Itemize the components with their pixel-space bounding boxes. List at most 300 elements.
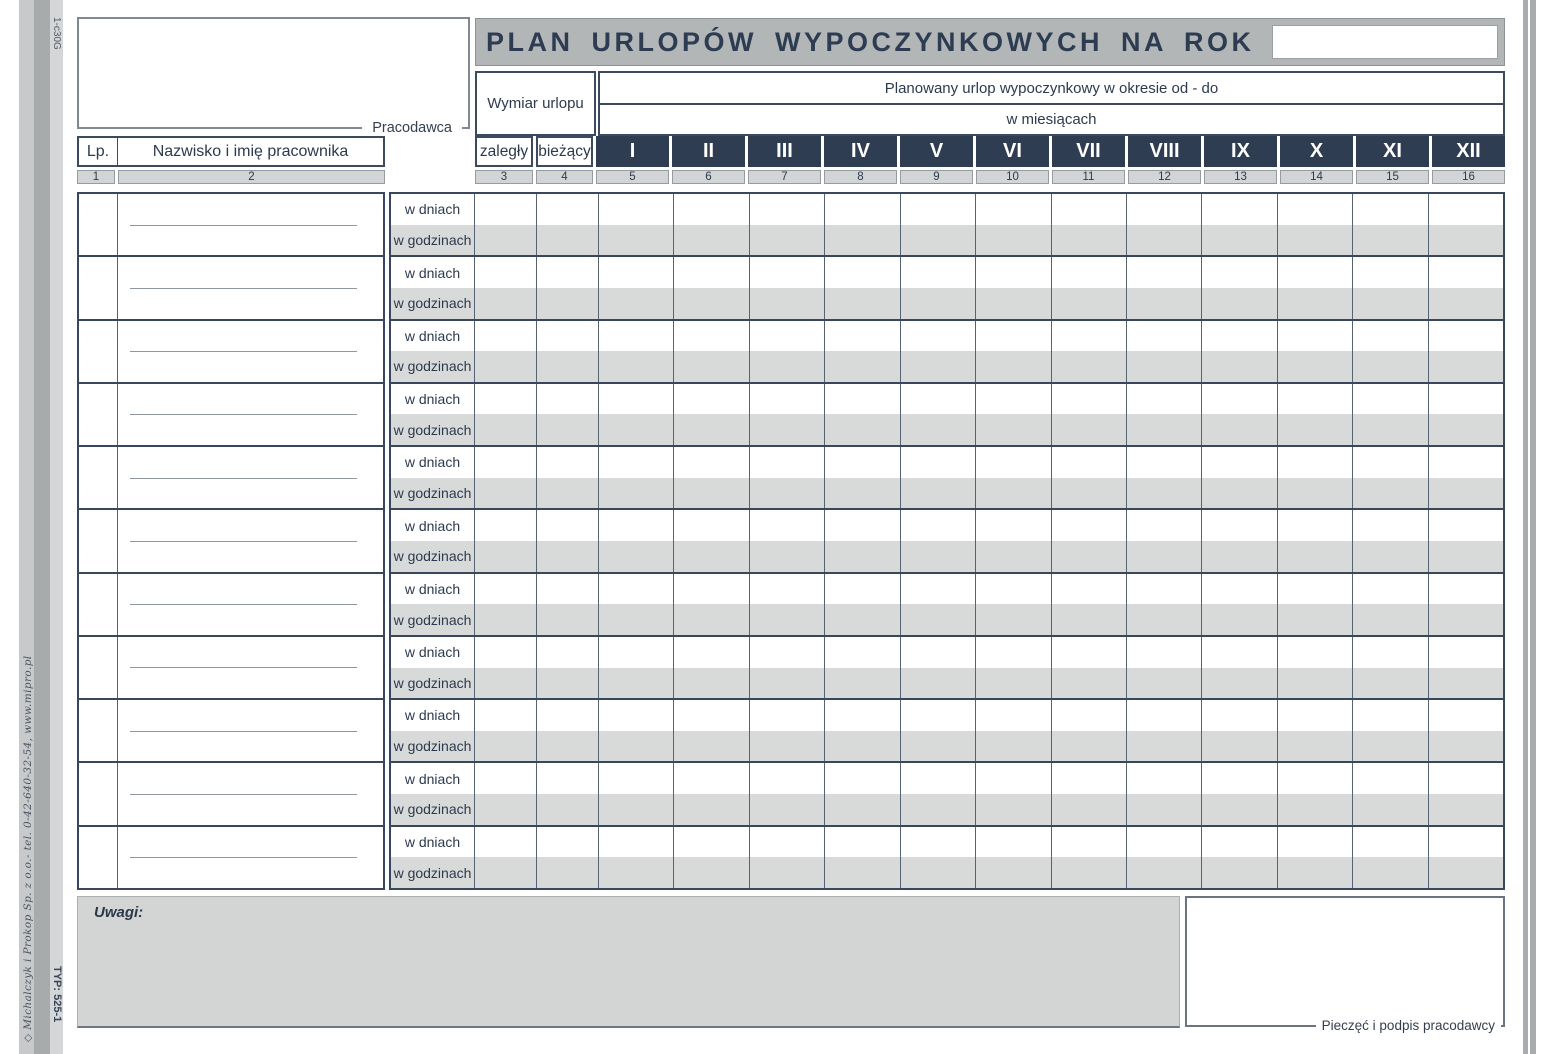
data-cell-month-III[interactable] xyxy=(750,288,825,319)
data-cell-current[interactable] xyxy=(537,794,599,825)
data-cell-month-X[interactable] xyxy=(1278,668,1353,699)
lp-cell[interactable] xyxy=(79,384,118,445)
data-cell-month-III[interactable] xyxy=(750,384,825,415)
data-cell-month-VII[interactable] xyxy=(1052,447,1127,478)
data-cell-month-VIII[interactable] xyxy=(1127,194,1202,225)
employee-name-cell[interactable] xyxy=(118,447,383,508)
lp-cell[interactable] xyxy=(79,510,118,571)
employee-name-cell[interactable] xyxy=(118,700,383,761)
data-cell-month-V[interactable] xyxy=(901,604,976,635)
data-cell-month-XII[interactable] xyxy=(1429,637,1503,668)
data-cell-current[interactable] xyxy=(537,288,599,319)
data-cell-month-IV[interactable] xyxy=(825,225,900,256)
data-cell-month-IV[interactable] xyxy=(825,700,900,731)
data-cell-month-VII[interactable] xyxy=(1052,321,1127,352)
stamp-signature-field[interactable] xyxy=(1185,896,1505,1033)
lp-cell[interactable] xyxy=(79,447,118,508)
data-cell-month-II[interactable] xyxy=(674,194,749,225)
data-cell-month-VII[interactable] xyxy=(1052,384,1127,415)
data-cell-month-X[interactable] xyxy=(1278,731,1353,762)
data-cell-month-XII[interactable] xyxy=(1429,510,1503,541)
data-cell-month-VI[interactable] xyxy=(976,510,1051,541)
data-cell-month-XI[interactable] xyxy=(1353,225,1428,256)
data-cell-month-XI[interactable] xyxy=(1353,257,1428,288)
data-cell-current[interactable] xyxy=(537,574,599,605)
data-cell-month-II[interactable] xyxy=(674,827,749,858)
data-cell-month-VII[interactable] xyxy=(1052,827,1127,858)
data-cell-month-II[interactable] xyxy=(674,288,749,319)
data-cell-month-V[interactable] xyxy=(901,574,976,605)
data-cell-month-XI[interactable] xyxy=(1353,604,1428,635)
data-cell-month-XII[interactable] xyxy=(1429,763,1503,794)
data-cell-overdue[interactable] xyxy=(475,194,537,225)
data-cell-month-XI[interactable] xyxy=(1353,447,1428,478)
data-cell-month-XI[interactable] xyxy=(1353,731,1428,762)
data-cell-overdue[interactable] xyxy=(475,384,537,415)
data-cell-month-III[interactable] xyxy=(750,194,825,225)
data-cell-month-VIII[interactable] xyxy=(1127,225,1202,256)
data-cell-month-IV[interactable] xyxy=(825,510,900,541)
data-cell-month-I[interactable] xyxy=(599,321,674,352)
data-cell-month-XI[interactable] xyxy=(1353,351,1428,382)
data-cell-month-V[interactable] xyxy=(901,478,976,509)
data-cell-month-II[interactable] xyxy=(674,604,749,635)
data-cell-month-II[interactable] xyxy=(674,414,749,445)
data-cell-month-V[interactable] xyxy=(901,447,976,478)
data-cell-month-IV[interactable] xyxy=(825,288,900,319)
data-cell-month-X[interactable] xyxy=(1278,384,1353,415)
data-cell-month-IV[interactable] xyxy=(825,794,900,825)
data-cell-month-VIII[interactable] xyxy=(1127,321,1202,352)
employee-name-cell[interactable] xyxy=(118,384,383,445)
data-cell-month-IX[interactable] xyxy=(1202,194,1277,225)
data-cell-current[interactable] xyxy=(537,637,599,668)
data-cell-month-II[interactable] xyxy=(674,794,749,825)
data-cell-month-VIII[interactable] xyxy=(1127,351,1202,382)
data-cell-month-III[interactable] xyxy=(750,574,825,605)
data-cell-month-VI[interactable] xyxy=(976,574,1051,605)
data-cell-month-VI[interactable] xyxy=(976,351,1051,382)
data-cell-month-X[interactable] xyxy=(1278,321,1353,352)
data-cell-month-XII[interactable] xyxy=(1429,857,1503,888)
data-cell-month-II[interactable] xyxy=(674,321,749,352)
data-cell-month-VI[interactable] xyxy=(976,763,1051,794)
data-cell-month-VII[interactable] xyxy=(1052,574,1127,605)
data-cell-month-IV[interactable] xyxy=(825,731,900,762)
data-cell-month-III[interactable] xyxy=(750,827,825,858)
data-cell-month-VI[interactable] xyxy=(976,194,1051,225)
data-cell-month-XI[interactable] xyxy=(1353,668,1428,699)
data-cell-month-II[interactable] xyxy=(674,257,749,288)
data-cell-month-VI[interactable] xyxy=(976,604,1051,635)
data-cell-month-V[interactable] xyxy=(901,541,976,572)
data-cell-month-VII[interactable] xyxy=(1052,668,1127,699)
data-cell-month-II[interactable] xyxy=(674,384,749,415)
data-cell-month-I[interactable] xyxy=(599,414,674,445)
data-cell-month-IX[interactable] xyxy=(1202,668,1277,699)
data-cell-month-XI[interactable] xyxy=(1353,510,1428,541)
data-cell-overdue[interactable] xyxy=(475,447,537,478)
data-cell-month-IX[interactable] xyxy=(1202,604,1277,635)
data-cell-month-I[interactable] xyxy=(599,384,674,415)
data-cell-month-X[interactable] xyxy=(1278,225,1353,256)
data-cell-month-VII[interactable] xyxy=(1052,700,1127,731)
data-cell-month-V[interactable] xyxy=(901,194,976,225)
data-cell-overdue[interactable] xyxy=(475,700,537,731)
data-cell-month-IX[interactable] xyxy=(1202,541,1277,572)
data-cell-overdue[interactable] xyxy=(475,731,537,762)
data-cell-month-X[interactable] xyxy=(1278,541,1353,572)
data-cell-month-IX[interactable] xyxy=(1202,731,1277,762)
data-cell-current[interactable] xyxy=(537,478,599,509)
data-cell-month-II[interactable] xyxy=(674,763,749,794)
data-cell-month-IX[interactable] xyxy=(1202,447,1277,478)
data-cell-month-IX[interactable] xyxy=(1202,478,1277,509)
data-cell-current[interactable] xyxy=(537,447,599,478)
data-cell-month-V[interactable] xyxy=(901,637,976,668)
data-cell-month-V[interactable] xyxy=(901,794,976,825)
data-cell-month-X[interactable] xyxy=(1278,414,1353,445)
data-cell-overdue[interactable] xyxy=(475,637,537,668)
data-cell-month-III[interactable] xyxy=(750,510,825,541)
data-cell-month-VIII[interactable] xyxy=(1127,637,1202,668)
data-cell-overdue[interactable] xyxy=(475,414,537,445)
data-cell-month-III[interactable] xyxy=(750,321,825,352)
data-cell-month-VI[interactable] xyxy=(976,225,1051,256)
data-cell-month-VII[interactable] xyxy=(1052,857,1127,888)
data-cell-month-IX[interactable] xyxy=(1202,321,1277,352)
data-cell-month-VI[interactable] xyxy=(976,447,1051,478)
data-cell-month-III[interactable] xyxy=(750,478,825,509)
data-cell-month-XI[interactable] xyxy=(1353,574,1428,605)
data-cell-month-X[interactable] xyxy=(1278,478,1353,509)
data-cell-month-III[interactable] xyxy=(750,668,825,699)
data-cell-month-V[interactable] xyxy=(901,384,976,415)
data-cell-month-II[interactable] xyxy=(674,637,749,668)
data-cell-month-VIII[interactable] xyxy=(1127,604,1202,635)
data-cell-current[interactable] xyxy=(537,321,599,352)
data-cell-month-VIII[interactable] xyxy=(1127,510,1202,541)
data-cell-month-IV[interactable] xyxy=(825,321,900,352)
data-cell-month-IX[interactable] xyxy=(1202,351,1277,382)
data-cell-month-V[interactable] xyxy=(901,668,976,699)
data-cell-month-III[interactable] xyxy=(750,637,825,668)
data-cell-month-XII[interactable] xyxy=(1429,478,1503,509)
data-cell-month-XII[interactable] xyxy=(1429,574,1503,605)
data-cell-month-VI[interactable] xyxy=(976,288,1051,319)
data-cell-month-VIII[interactable] xyxy=(1127,288,1202,319)
remarks-area[interactable] xyxy=(77,896,1180,1028)
data-cell-month-XII[interactable] xyxy=(1429,225,1503,256)
data-cell-overdue[interactable] xyxy=(475,225,537,256)
data-cell-current[interactable] xyxy=(537,604,599,635)
data-cell-month-XII[interactable] xyxy=(1429,447,1503,478)
data-cell-month-VII[interactable] xyxy=(1052,510,1127,541)
data-cell-month-X[interactable] xyxy=(1278,827,1353,858)
lp-cell[interactable] xyxy=(79,321,118,382)
data-cell-month-X[interactable] xyxy=(1278,351,1353,382)
year-input[interactable] xyxy=(1272,25,1498,59)
data-cell-month-X[interactable] xyxy=(1278,763,1353,794)
data-cell-overdue[interactable] xyxy=(475,827,537,858)
data-cell-overdue[interactable] xyxy=(475,257,537,288)
data-cell-month-VIII[interactable] xyxy=(1127,384,1202,415)
data-cell-month-VIII[interactable] xyxy=(1127,731,1202,762)
data-cell-overdue[interactable] xyxy=(475,574,537,605)
data-cell-month-XI[interactable] xyxy=(1353,700,1428,731)
data-cell-overdue[interactable] xyxy=(475,668,537,699)
data-cell-month-VI[interactable] xyxy=(976,321,1051,352)
data-cell-month-I[interactable] xyxy=(599,794,674,825)
data-cell-current[interactable] xyxy=(537,225,599,256)
data-cell-month-XII[interactable] xyxy=(1429,257,1503,288)
data-cell-month-I[interactable] xyxy=(599,700,674,731)
data-cell-month-VII[interactable] xyxy=(1052,351,1127,382)
employee-name-cell[interactable] xyxy=(118,827,383,888)
data-cell-month-X[interactable] xyxy=(1278,288,1353,319)
data-cell-month-IV[interactable] xyxy=(825,257,900,288)
data-cell-month-II[interactable] xyxy=(674,700,749,731)
data-cell-month-IV[interactable] xyxy=(825,857,900,888)
data-cell-month-XII[interactable] xyxy=(1429,668,1503,699)
data-cell-month-I[interactable] xyxy=(599,257,674,288)
data-cell-month-VII[interactable] xyxy=(1052,478,1127,509)
data-cell-month-IX[interactable] xyxy=(1202,225,1277,256)
data-cell-month-IX[interactable] xyxy=(1202,794,1277,825)
data-cell-month-XI[interactable] xyxy=(1353,414,1428,445)
data-cell-month-V[interactable] xyxy=(901,857,976,888)
data-cell-month-XII[interactable] xyxy=(1429,794,1503,825)
data-cell-month-II[interactable] xyxy=(674,447,749,478)
data-cell-month-XI[interactable] xyxy=(1353,763,1428,794)
data-cell-month-VI[interactable] xyxy=(976,857,1051,888)
data-cell-month-IX[interactable] xyxy=(1202,510,1277,541)
data-cell-month-IV[interactable] xyxy=(825,414,900,445)
data-cell-month-II[interactable] xyxy=(674,510,749,541)
data-cell-month-IV[interactable] xyxy=(825,447,900,478)
data-cell-month-I[interactable] xyxy=(599,288,674,319)
data-cell-month-X[interactable] xyxy=(1278,604,1353,635)
data-cell-month-IV[interactable] xyxy=(825,384,900,415)
data-cell-month-XII[interactable] xyxy=(1429,321,1503,352)
employee-name-cell[interactable] xyxy=(118,574,383,635)
data-cell-overdue[interactable] xyxy=(475,763,537,794)
data-cell-current[interactable] xyxy=(537,668,599,699)
data-cell-month-XII[interactable] xyxy=(1429,604,1503,635)
data-cell-month-X[interactable] xyxy=(1278,194,1353,225)
data-cell-month-XI[interactable] xyxy=(1353,478,1428,509)
data-cell-month-VI[interactable] xyxy=(976,384,1051,415)
data-cell-month-VIII[interactable] xyxy=(1127,794,1202,825)
data-cell-month-IX[interactable] xyxy=(1202,700,1277,731)
data-cell-current[interactable] xyxy=(537,510,599,541)
data-cell-month-I[interactable] xyxy=(599,447,674,478)
data-cell-current[interactable] xyxy=(537,763,599,794)
data-cell-month-VII[interactable] xyxy=(1052,604,1127,635)
data-cell-month-VI[interactable] xyxy=(976,541,1051,572)
data-cell-month-II[interactable] xyxy=(674,351,749,382)
data-cell-current[interactable] xyxy=(537,351,599,382)
data-cell-month-II[interactable] xyxy=(674,857,749,888)
data-cell-month-I[interactable] xyxy=(599,604,674,635)
data-cell-month-V[interactable] xyxy=(901,288,976,319)
data-cell-month-IV[interactable] xyxy=(825,827,900,858)
employee-name-cell[interactable] xyxy=(118,637,383,698)
data-cell-month-VII[interactable] xyxy=(1052,414,1127,445)
data-cell-overdue[interactable] xyxy=(475,321,537,352)
data-cell-month-IV[interactable] xyxy=(825,351,900,382)
data-cell-current[interactable] xyxy=(537,857,599,888)
data-cell-month-IX[interactable] xyxy=(1202,827,1277,858)
data-cell-month-I[interactable] xyxy=(599,541,674,572)
data-cell-month-XI[interactable] xyxy=(1353,637,1428,668)
data-cell-month-II[interactable] xyxy=(674,478,749,509)
data-cell-month-III[interactable] xyxy=(750,225,825,256)
data-cell-month-II[interactable] xyxy=(674,731,749,762)
data-cell-month-I[interactable] xyxy=(599,857,674,888)
data-cell-month-V[interactable] xyxy=(901,351,976,382)
data-cell-month-XII[interactable] xyxy=(1429,414,1503,445)
data-cell-current[interactable] xyxy=(537,384,599,415)
data-cell-current[interactable] xyxy=(537,194,599,225)
data-cell-overdue[interactable] xyxy=(475,478,537,509)
data-cell-month-III[interactable] xyxy=(750,857,825,888)
data-cell-month-V[interactable] xyxy=(901,257,976,288)
lp-cell[interactable] xyxy=(79,700,118,761)
data-cell-month-I[interactable] xyxy=(599,510,674,541)
data-cell-month-X[interactable] xyxy=(1278,857,1353,888)
data-cell-month-III[interactable] xyxy=(750,541,825,572)
data-cell-month-XI[interactable] xyxy=(1353,794,1428,825)
data-cell-current[interactable] xyxy=(537,700,599,731)
data-cell-current[interactable] xyxy=(537,414,599,445)
data-cell-month-IV[interactable] xyxy=(825,763,900,794)
data-cell-month-XII[interactable] xyxy=(1429,827,1503,858)
data-cell-month-V[interactable] xyxy=(901,225,976,256)
data-cell-month-III[interactable] xyxy=(750,414,825,445)
data-cell-current[interactable] xyxy=(537,731,599,762)
data-cell-month-II[interactable] xyxy=(674,668,749,699)
data-cell-month-IX[interactable] xyxy=(1202,414,1277,445)
data-cell-month-VI[interactable] xyxy=(976,700,1051,731)
employer-field[interactable] xyxy=(77,17,470,136)
data-cell-month-XI[interactable] xyxy=(1353,384,1428,415)
data-cell-month-XII[interactable] xyxy=(1429,731,1503,762)
data-cell-month-XII[interactable] xyxy=(1429,384,1503,415)
data-cell-month-XII[interactable] xyxy=(1429,288,1503,319)
data-cell-month-XII[interactable] xyxy=(1429,541,1503,572)
data-cell-month-III[interactable] xyxy=(750,794,825,825)
data-cell-month-II[interactable] xyxy=(674,574,749,605)
data-cell-month-VIII[interactable] xyxy=(1127,763,1202,794)
data-cell-overdue[interactable] xyxy=(475,351,537,382)
data-cell-month-IX[interactable] xyxy=(1202,288,1277,319)
data-cell-month-IX[interactable] xyxy=(1202,574,1277,605)
lp-cell[interactable] xyxy=(79,637,118,698)
data-cell-month-VIII[interactable] xyxy=(1127,447,1202,478)
data-cell-current[interactable] xyxy=(537,541,599,572)
data-cell-month-X[interactable] xyxy=(1278,637,1353,668)
data-cell-month-IV[interactable] xyxy=(825,541,900,572)
data-cell-month-I[interactable] xyxy=(599,478,674,509)
data-cell-month-VII[interactable] xyxy=(1052,288,1127,319)
employee-name-cell[interactable] xyxy=(118,510,383,571)
lp-cell[interactable] xyxy=(79,763,118,824)
data-cell-month-V[interactable] xyxy=(901,763,976,794)
data-cell-month-II[interactable] xyxy=(674,225,749,256)
data-cell-month-IV[interactable] xyxy=(825,637,900,668)
data-cell-overdue[interactable] xyxy=(475,288,537,319)
data-cell-month-VII[interactable] xyxy=(1052,225,1127,256)
data-cell-month-VII[interactable] xyxy=(1052,794,1127,825)
data-cell-month-X[interactable] xyxy=(1278,700,1353,731)
data-cell-month-XI[interactable] xyxy=(1353,321,1428,352)
data-cell-overdue[interactable] xyxy=(475,794,537,825)
data-cell-month-VI[interactable] xyxy=(976,414,1051,445)
data-cell-overdue[interactable] xyxy=(475,510,537,541)
data-cell-month-IV[interactable] xyxy=(825,604,900,635)
data-cell-month-IX[interactable] xyxy=(1202,857,1277,888)
data-cell-month-VIII[interactable] xyxy=(1127,857,1202,888)
data-cell-month-I[interactable] xyxy=(599,637,674,668)
data-cell-month-VIII[interactable] xyxy=(1127,827,1202,858)
data-cell-month-V[interactable] xyxy=(901,731,976,762)
data-cell-month-VIII[interactable] xyxy=(1127,257,1202,288)
data-cell-overdue[interactable] xyxy=(475,541,537,572)
data-cell-month-XII[interactable] xyxy=(1429,351,1503,382)
data-cell-month-VI[interactable] xyxy=(976,731,1051,762)
employee-name-cell[interactable] xyxy=(118,257,383,318)
data-cell-month-X[interactable] xyxy=(1278,257,1353,288)
data-cell-month-IV[interactable] xyxy=(825,478,900,509)
data-cell-month-VII[interactable] xyxy=(1052,731,1127,762)
data-cell-month-I[interactable] xyxy=(599,225,674,256)
data-cell-month-IV[interactable] xyxy=(825,574,900,605)
data-cell-month-VI[interactable] xyxy=(976,478,1051,509)
data-cell-month-III[interactable] xyxy=(750,447,825,478)
data-cell-month-II[interactable] xyxy=(674,541,749,572)
data-cell-month-I[interactable] xyxy=(599,763,674,794)
data-cell-month-I[interactable] xyxy=(599,194,674,225)
data-cell-month-V[interactable] xyxy=(901,700,976,731)
data-cell-month-XI[interactable] xyxy=(1353,857,1428,888)
data-cell-month-III[interactable] xyxy=(750,351,825,382)
data-cell-month-IX[interactable] xyxy=(1202,257,1277,288)
data-cell-month-V[interactable] xyxy=(901,827,976,858)
data-cell-month-VII[interactable] xyxy=(1052,763,1127,794)
data-cell-month-VIII[interactable] xyxy=(1127,541,1202,572)
data-cell-month-III[interactable] xyxy=(750,257,825,288)
data-cell-month-XII[interactable] xyxy=(1429,700,1503,731)
data-cell-month-VII[interactable] xyxy=(1052,257,1127,288)
data-cell-current[interactable] xyxy=(537,257,599,288)
data-cell-month-IX[interactable] xyxy=(1202,763,1277,794)
data-cell-month-X[interactable] xyxy=(1278,794,1353,825)
data-cell-month-VI[interactable] xyxy=(976,637,1051,668)
data-cell-overdue[interactable] xyxy=(475,857,537,888)
data-cell-month-X[interactable] xyxy=(1278,447,1353,478)
data-cell-month-VIII[interactable] xyxy=(1127,574,1202,605)
data-cell-month-IV[interactable] xyxy=(825,194,900,225)
data-cell-month-III[interactable] xyxy=(750,763,825,794)
data-cell-month-III[interactable] xyxy=(750,604,825,635)
data-cell-month-III[interactable] xyxy=(750,700,825,731)
data-cell-month-X[interactable] xyxy=(1278,574,1353,605)
data-cell-month-XI[interactable] xyxy=(1353,194,1428,225)
data-cell-month-I[interactable] xyxy=(599,574,674,605)
data-cell-month-V[interactable] xyxy=(901,510,976,541)
data-cell-month-VII[interactable] xyxy=(1052,541,1127,572)
